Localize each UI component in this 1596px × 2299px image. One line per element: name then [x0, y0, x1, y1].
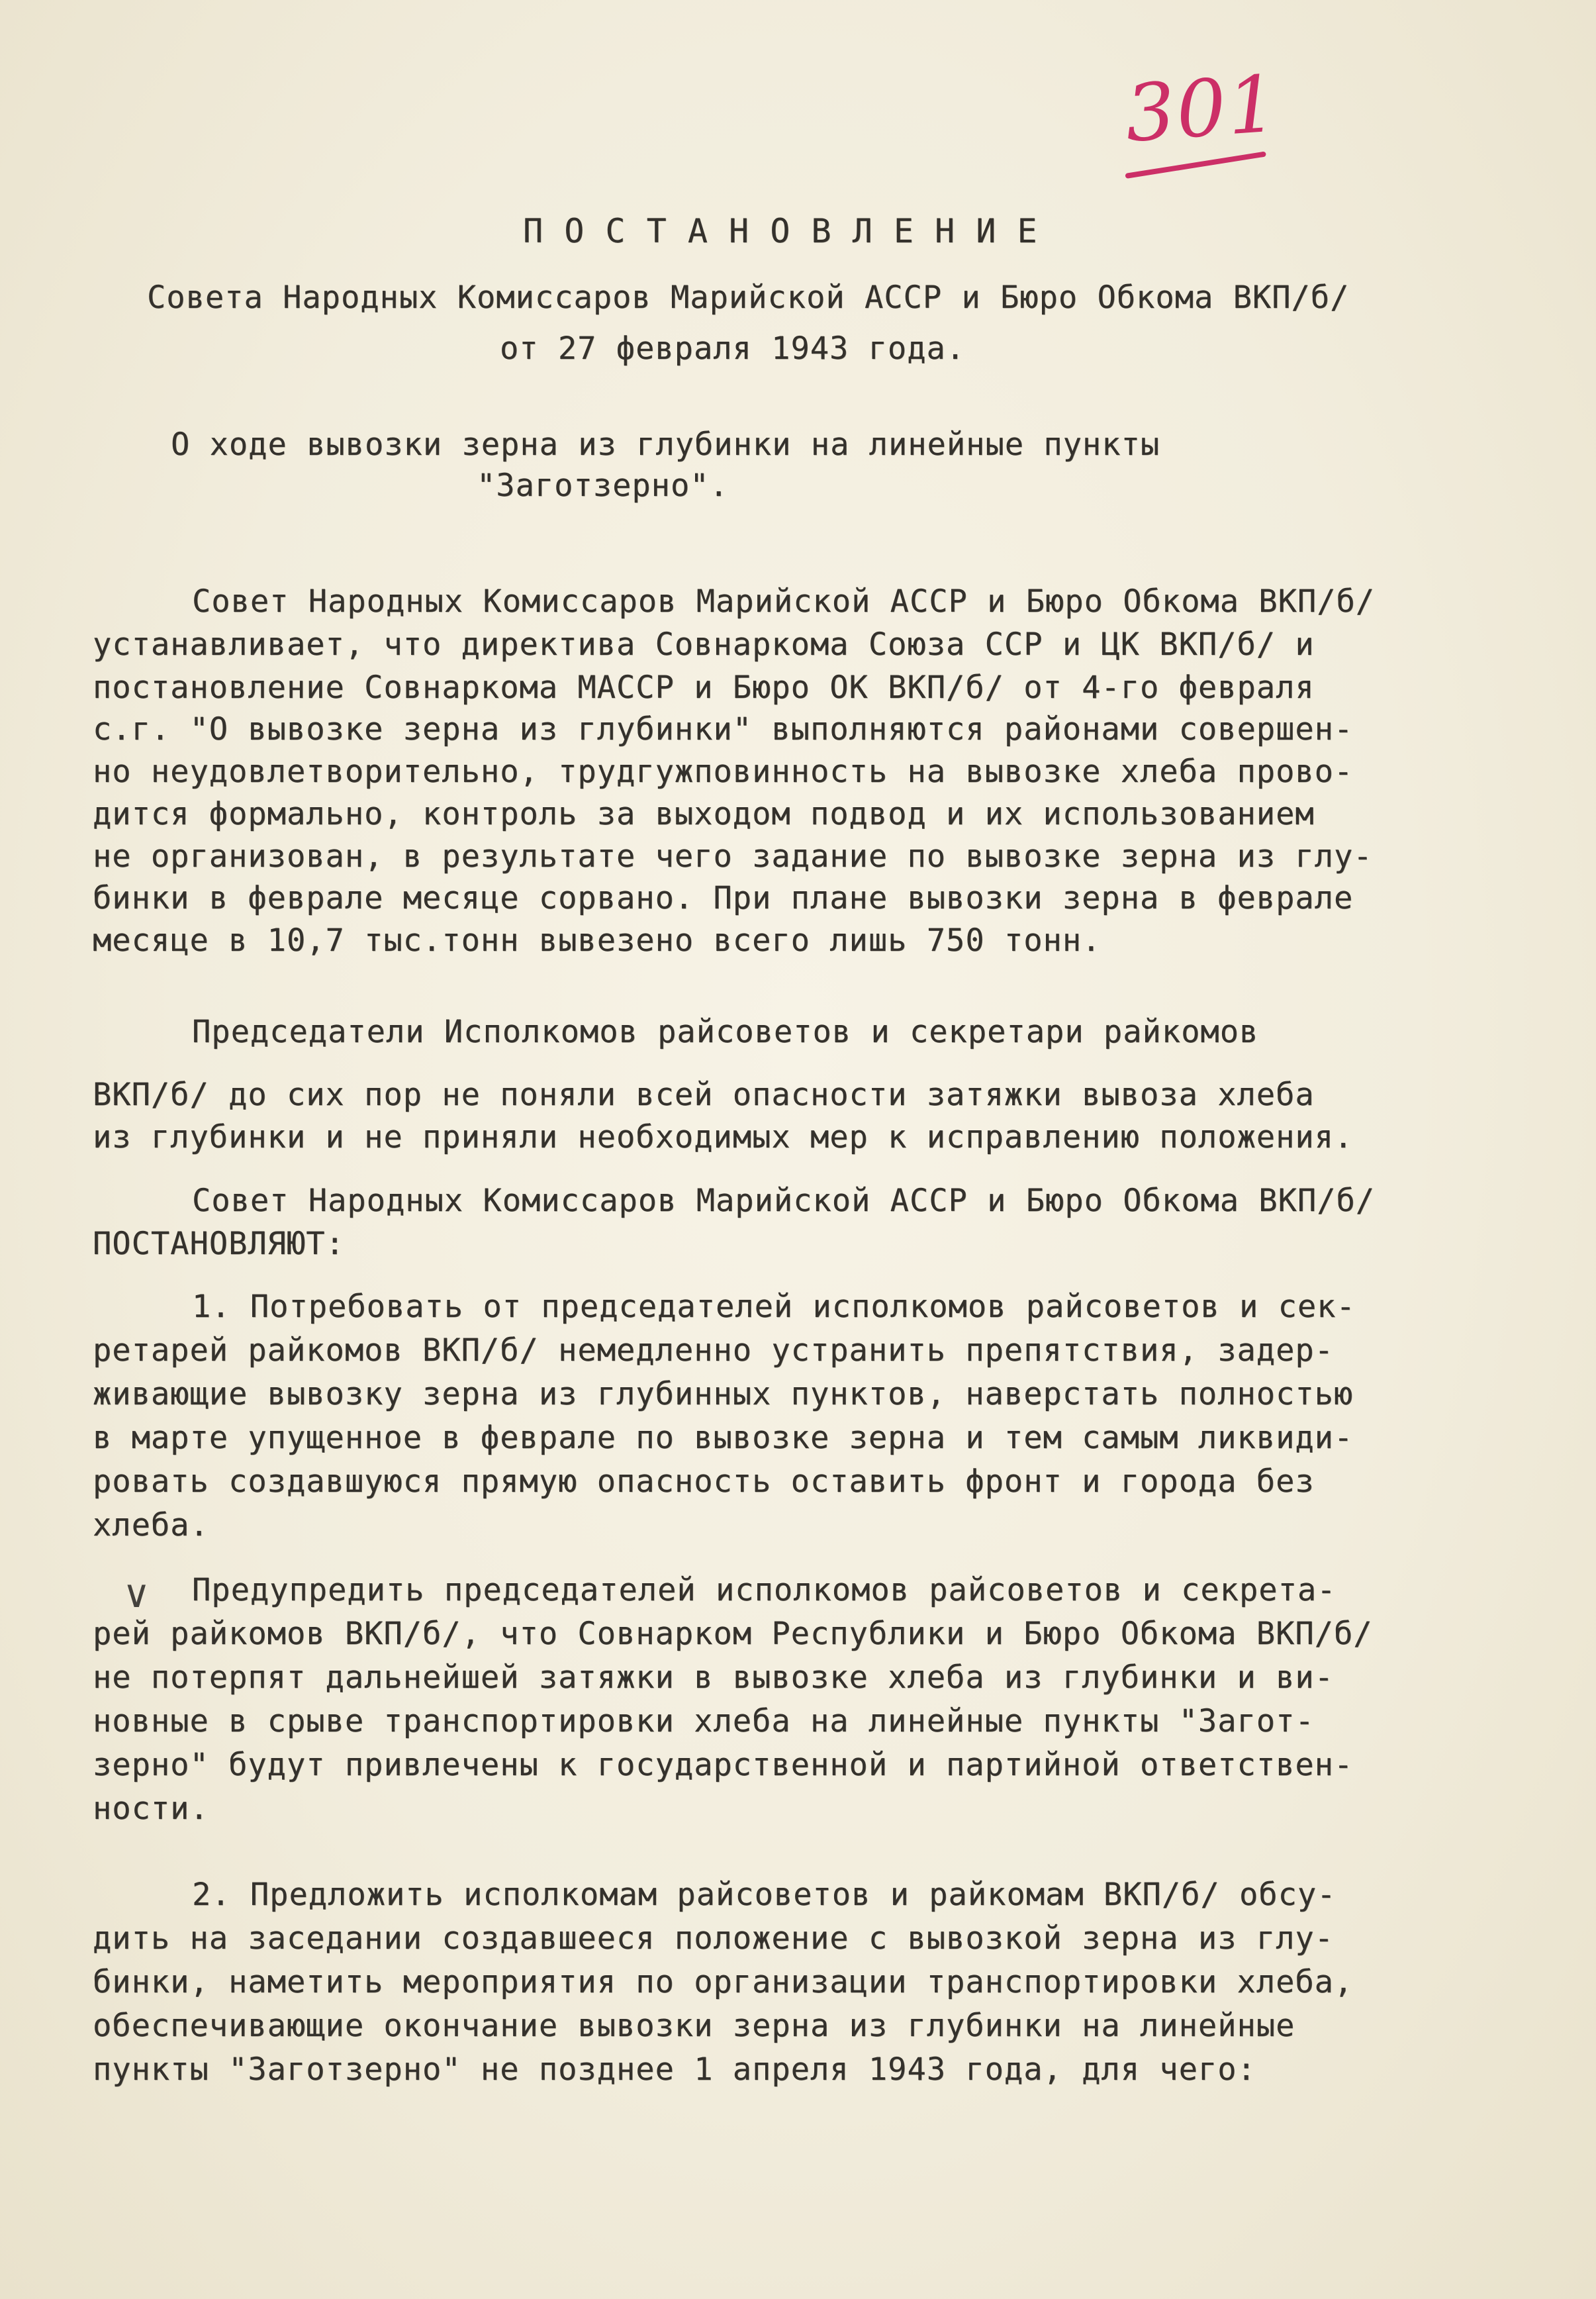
body-line: ПОСТАНОВЛЯЮТ:: [93, 1226, 345, 1262]
body-line: обеспечивающие окончание вывозки зерна из глубинки на линейные: [93, 2008, 1295, 2044]
body-line: устанавливает, что директива Совнаркома Союза ССР и ЦК ВКП/б/ и: [93, 626, 1315, 663]
body-line: зерно" будут привлечены к государственной и партийной ответствен-: [93, 1747, 1354, 1783]
body-line: 2. Предложить исполкомам райсоветов и райкомам ВКП/б/ обсу-: [192, 1877, 1337, 1913]
header-line-1: Совета Народных Комиссаров Марийской АССР и Бюро Обкома ВКП/б/: [147, 279, 1350, 316]
body-line: новные в срыве транспортировки хлеба на линейные пункты "Загот-: [93, 1703, 1315, 1739]
body-line: пункты "Заготзерно" не позднее 1 апреля 1943 года, для чего:: [93, 2051, 1256, 2088]
body-line: но неудовлетворительно, трудгужповинность на вывозке хлеба прово-: [93, 754, 1354, 790]
body-line: с.г. "О вывозке зерна из глубинки" выполняются районами совершен-: [93, 711, 1354, 748]
body-line: Совет Народных Комиссаров Марийской АССР и Бюро Обкома ВКП/б/: [192, 583, 1376, 620]
body-line: из глубинки и не приняли необходимых мер к исправлению положения.: [93, 1119, 1354, 1155]
header-line-2: от 27 февраля 1943 года.: [500, 330, 966, 367]
body-line: не потерпят дальнейшей затяжки в вывозке хлеба из глубинки и ви-: [93, 1659, 1334, 1696]
body-line: дить на заседании создавшееся положение с вывозкой зерна из глу-: [93, 1920, 1334, 1957]
body-line: постановление Совнаркома МАССР и Бюро ОК ВКП/б/ от 4-го февраля: [93, 669, 1315, 706]
body-line: хлеба.: [93, 1507, 209, 1543]
body-line: ровать создавшуюся прямую опасность оставить фронт и города без: [93, 1463, 1315, 1500]
body-line: бинки, наметить мероприятия по организации транспортировки хлеба,: [93, 1964, 1354, 2000]
body-line: рей райкомов ВКП/б/, что Совнарком Республики и Бюро Обкома ВКП/б/: [93, 1616, 1373, 1652]
body-line: 1. Потребовать от председателей исполкомов райсоветов и сек-: [192, 1289, 1356, 1325]
subject-line-1: О ходе вывозки зерна из глубинки на линейные пункты: [171, 426, 1160, 463]
subject-line-2: "Заготзерно".: [477, 467, 729, 504]
document-title: П О С Т А Н О В Л Е Н И Е: [523, 212, 1038, 250]
body-line: Председатели Исполкомов райсоветов и секретари райкомов: [192, 1014, 1259, 1050]
body-line: бинки в феврале месяце сорвано. При плане вывозки зерна в феврале: [93, 880, 1354, 916]
body-line: Совет Народных Комиссаров Марийской АССР и Бюро Обкома ВКП/б/: [192, 1183, 1376, 1219]
body-line: Предупредить председателей исполкомов райсоветов и секрета-: [192, 1572, 1337, 1608]
body-line: не организован, в результате чего задание по вывозке зерна из глу-: [93, 838, 1373, 875]
body-line: дится формально, контроль за выходом подвод и их использованием: [93, 796, 1315, 832]
folio-number: 301: [1122, 58, 1282, 160]
body-line: ретарей райкомов ВКП/б/ немедленно устранить препятствия, задер-: [93, 1332, 1334, 1369]
body-line: ности.: [93, 1790, 209, 1827]
body-line: живающие вывозку зерна из глубинных пунктов, наверстать полностью: [93, 1376, 1354, 1412]
body-line: ВКП/б/ до сих пор не поняли всей опасности затяжки вывоза хлеба: [93, 1077, 1315, 1113]
checkmark-icon: ∨: [122, 1571, 151, 1616]
body-line: месяце в 10,7 тыс.тонн вывезено всего лишь 750 тонн.: [93, 922, 1102, 959]
body-line: в марте упущенное в феврале по вывозке зерна и тем самым ликвиди-: [93, 1420, 1354, 1456]
